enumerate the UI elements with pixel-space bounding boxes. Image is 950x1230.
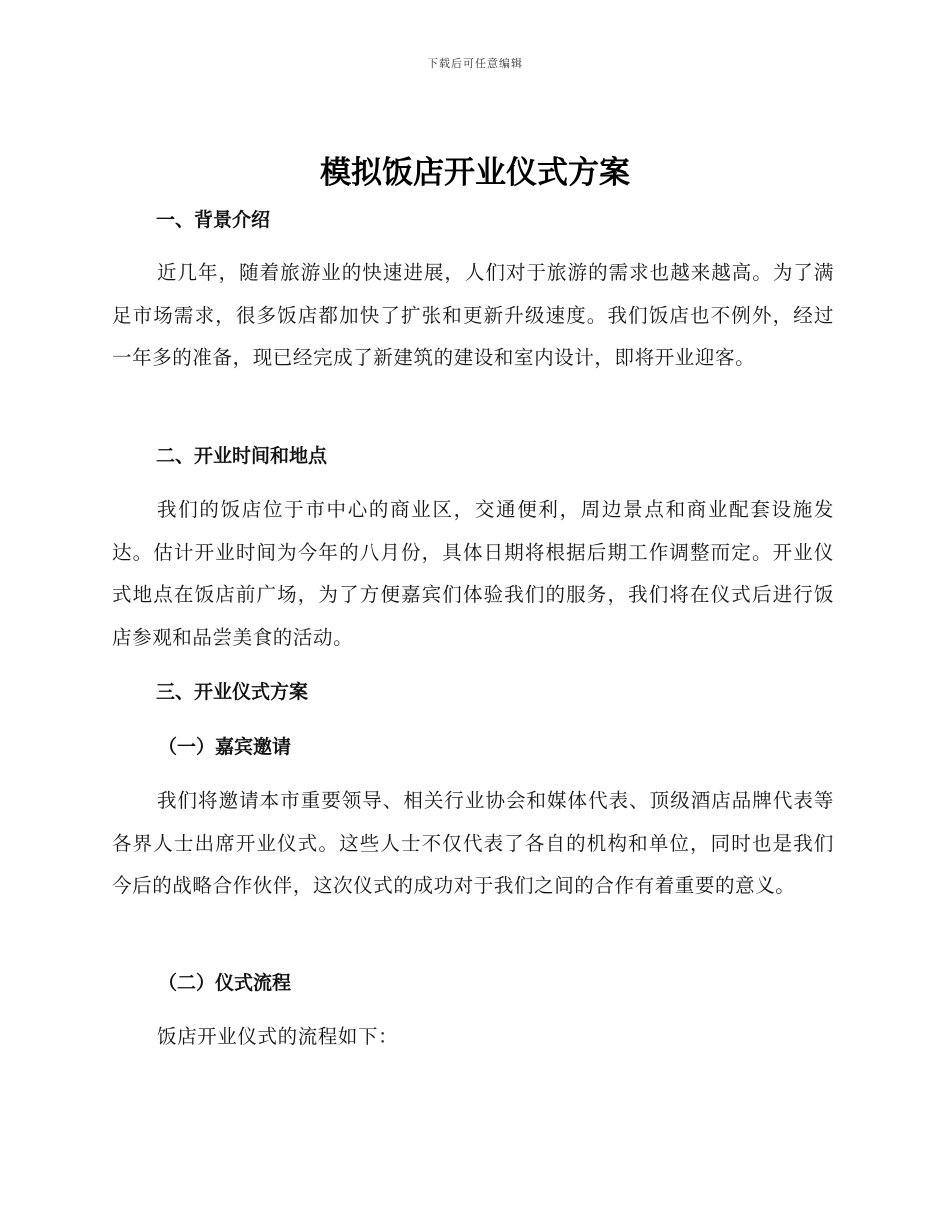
paragraph-background: 近几年，随着旅游业的快速进展，人们对于旅游的需求也越来越高。为了满足市场需求，很多饭店都加快了扩张和更新升级速度。我们饭店也不例外，经过一年多的准备，现已经完成了新建筑的建设和室内设计，即将开业迎客。	[112, 261, 834, 370]
subheading-ceremony-process: （二）仪式流程	[158, 972, 292, 994]
section-heading-background: 一、背景介绍	[156, 209, 271, 231]
paragraph-time-place: 我们的饭店位于市中心的商业区，交通便利，周边景点和商业配套设施发达。估计开业时间为今年的八月份，具体日期将根据后期工作调整而定。开业仪式地点在饭店前广场，为了方便嘉宾们体验我们的服务，我们将在仪式后进行饭店参观和品尝美食的活动。	[112, 498, 834, 650]
section-heading-time-place: 二、开业时间和地点	[156, 445, 328, 467]
page-header-note: 下载后可任意编辑	[427, 57, 523, 70]
paragraph-ceremony-process: 饭店开业仪式的流程如下：	[157, 1025, 399, 1048]
document-title: 模拟饭店开业仪式方案	[320, 155, 630, 191]
section-heading-ceremony-plan: 三、开业仪式方案	[156, 681, 309, 703]
subheading-guest-invitation: （一）嘉宾邀请	[158, 736, 292, 758]
paragraph-guest-invitation: 我们将邀请本市重要领导、相关行业协会和媒体代表、顶级酒店品牌代表等各界人士出席开业仪式。这些人士不仅代表了各自的机构和单位，同时也是我们今后的战略合作伙伴，这次仪式的成功对于我们之间的合作有着重要的意义。	[112, 789, 834, 898]
